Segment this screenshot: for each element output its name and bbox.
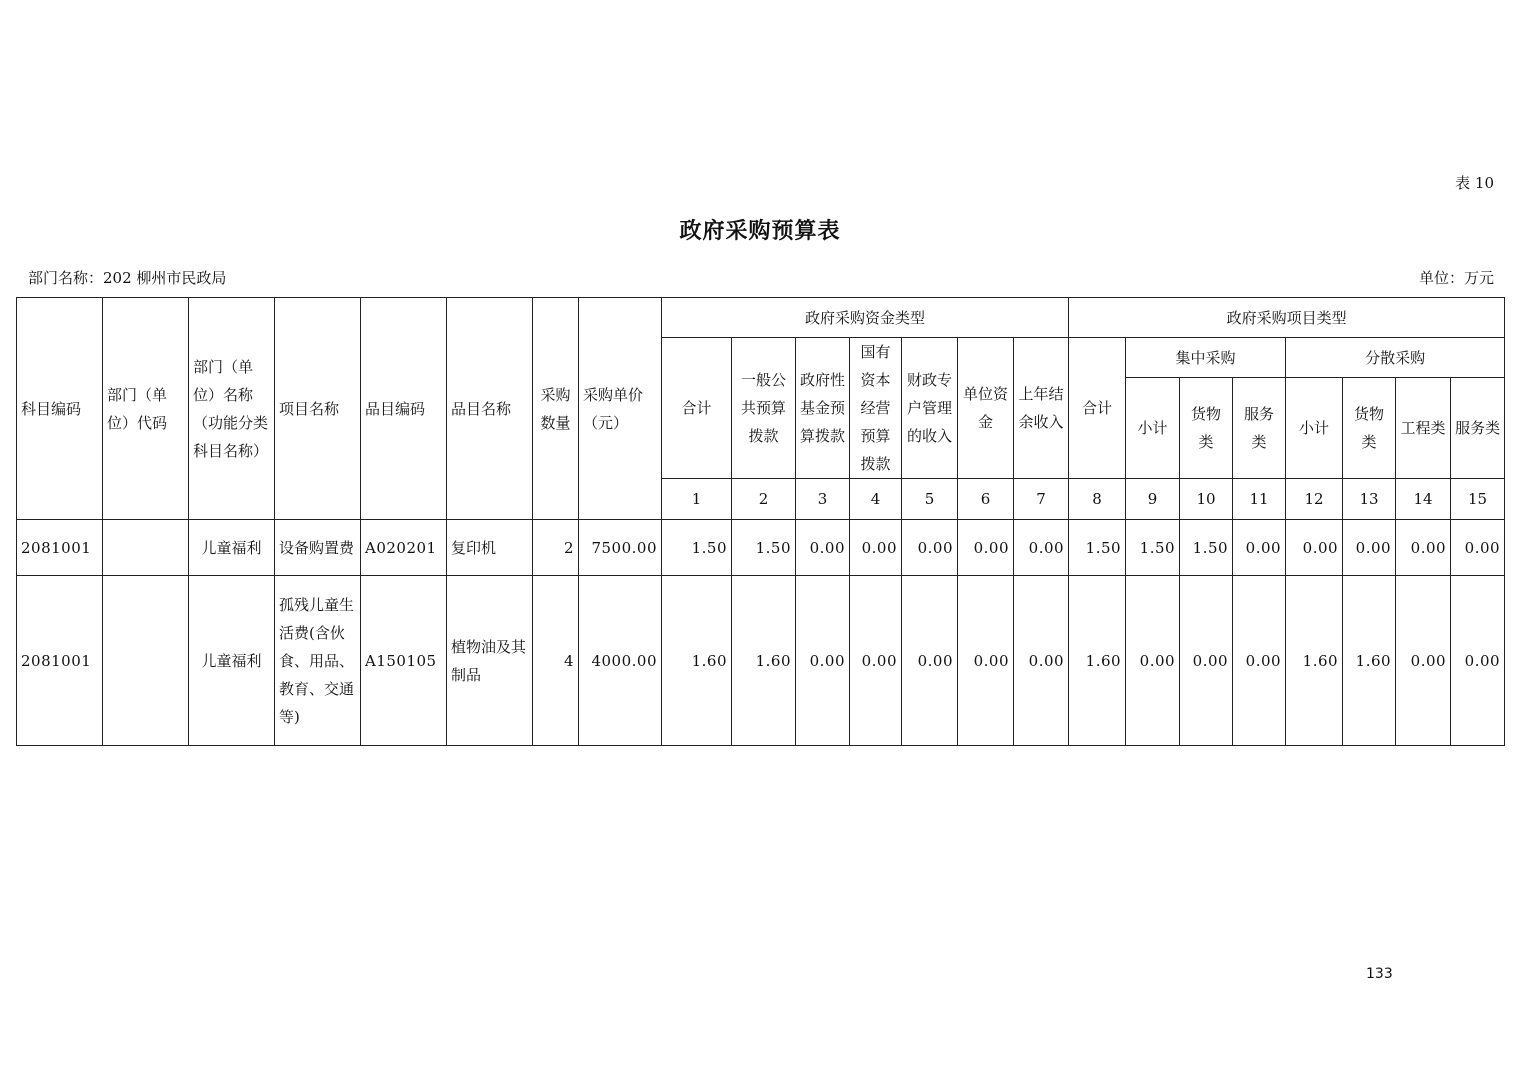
procurement-budget-table [16, 297, 1505, 746]
cell-unit-price: 4000.00 [579, 576, 662, 746]
header-carryover: 上年结余收入 [1014, 338, 1069, 479]
cell-value: 1.50 [1069, 520, 1126, 576]
page-title: 政府采购预算表 [679, 218, 841, 244]
cell-value: 0.00 [902, 576, 958, 746]
header-dept-code: 部门（单位）代码 [103, 298, 189, 520]
column-index: 1 [662, 479, 732, 520]
column-index: 10 [1180, 479, 1233, 520]
cell-value: 1.50 [1126, 520, 1180, 576]
cell-value: 0.00 [850, 576, 902, 746]
cell-value: 0.00 [1396, 520, 1451, 576]
header-project-total: 合计 [1069, 338, 1126, 479]
header-general-budget: 一般公共预算拨款 [732, 338, 796, 479]
header-central-subtotal: 小计 [1126, 378, 1180, 479]
header-subject-code: 科目编码 [17, 298, 103, 520]
header-gov-fund: 政府性基金预算拨款 [796, 338, 850, 479]
cell-item-name: 复印机 [447, 520, 533, 576]
cell-value: 1.60 [1069, 576, 1126, 746]
cell-value: 0.00 [958, 520, 1014, 576]
column-index: 9 [1126, 479, 1180, 520]
cell-project-name: 孤残儿童生活费(含伙食、用品、教育、交通等) [275, 576, 361, 746]
cell-dept-name: 儿童福利 [189, 520, 275, 576]
cell-value: 0.00 [1233, 520, 1286, 576]
cell-value: 0.00 [1233, 576, 1286, 746]
cell-value: 0.00 [1286, 520, 1343, 576]
column-index: 13 [1343, 479, 1396, 520]
cell-item-name: 植物油及其制品 [447, 576, 533, 746]
header-dispersed-goods: 货物类 [1343, 378, 1396, 479]
column-index: 6 [958, 479, 1014, 520]
cell-item-code: A020201 [361, 520, 447, 576]
cell-project-name: 设备购置费 [275, 520, 361, 576]
cell-value: 0.00 [1451, 520, 1505, 576]
cell-value: 1.50 [732, 520, 796, 576]
cell-value: 1.60 [1343, 576, 1396, 746]
table-row [17, 576, 1505, 746]
column-index: 3 [796, 479, 850, 520]
header-fund-total: 合计 [662, 338, 732, 479]
header-unit-price: 采购单价（元） [579, 298, 662, 520]
cell-value: 0.00 [1451, 576, 1505, 746]
cell-subject-code: 2081001 [17, 576, 103, 746]
page-number: 133 [1366, 966, 1393, 982]
cell-value: 0.00 [1014, 520, 1069, 576]
cell-dept-code [103, 520, 189, 576]
cell-value: 1.60 [732, 576, 796, 746]
cell-value: 1.50 [662, 520, 732, 576]
header-dispersed-services: 服务类 [1451, 378, 1505, 479]
unit-label: 单位：万元 [1418, 269, 1494, 287]
cell-qty: 4 [533, 576, 579, 746]
header-item-code: 品目编码 [361, 298, 447, 520]
cell-value: 0.00 [1126, 576, 1180, 746]
cell-dept-name: 儿童福利 [189, 576, 275, 746]
department-name: 部门名称：202 柳州市民政局 [28, 269, 227, 287]
column-index: 14 [1396, 479, 1451, 520]
cell-dept-code [103, 576, 189, 746]
cell-value: 0.00 [796, 576, 850, 746]
column-index: 12 [1286, 479, 1343, 520]
header-dispersed-subtotal: 小计 [1286, 378, 1343, 479]
cell-value: 1.50 [1180, 520, 1233, 576]
table-row [17, 520, 1505, 576]
header-central-procurement: 集中采购 [1126, 338, 1286, 378]
cell-value: 0.00 [850, 520, 902, 576]
header-dispersed-works: 工程类 [1396, 378, 1451, 479]
cell-value: 0.00 [1014, 576, 1069, 746]
header-state-capital: 国有资本经营预算拨款 [850, 338, 902, 479]
cell-value: 0.00 [1180, 576, 1233, 746]
header-project-type-group: 政府采购项目类型 [1069, 298, 1505, 338]
header-central-goods: 货物类 [1180, 378, 1233, 479]
header-unit-funds: 单位资金 [958, 338, 1014, 479]
header-item-name: 品目名称 [447, 298, 533, 520]
cell-value: 0.00 [1396, 576, 1451, 746]
cell-value: 1.60 [1286, 576, 1343, 746]
column-index: 7 [1014, 479, 1069, 520]
cell-qty: 2 [533, 520, 579, 576]
cell-unit-price: 7500.00 [579, 520, 662, 576]
cell-value: 1.60 [662, 576, 732, 746]
column-index: 4 [850, 479, 902, 520]
header-qty: 采购数量 [533, 298, 579, 520]
column-index: 2 [732, 479, 796, 520]
header-fund-type-group: 政府采购资金类型 [662, 298, 1069, 338]
cell-value: 0.00 [796, 520, 850, 576]
header-project-name: 项目名称 [275, 298, 361, 520]
header-special-account: 财政专户管理的收入 [902, 338, 958, 479]
column-index: 15 [1451, 479, 1505, 520]
header-dept-name: 部门（单位）名称（功能分类科目名称） [189, 298, 275, 520]
cell-subject-code: 2081001 [17, 520, 103, 576]
column-index: 8 [1069, 479, 1126, 520]
cell-value: 0.00 [958, 576, 1014, 746]
header-central-services: 服务类 [1233, 378, 1286, 479]
cell-item-code: A150105 [361, 576, 447, 746]
column-index: 11 [1233, 479, 1286, 520]
table-number: 表 10 [1455, 174, 1494, 192]
column-index: 5 [902, 479, 958, 520]
cell-value: 0.00 [1343, 520, 1396, 576]
cell-value: 0.00 [902, 520, 958, 576]
header-dispersed-procurement: 分散采购 [1286, 338, 1505, 378]
